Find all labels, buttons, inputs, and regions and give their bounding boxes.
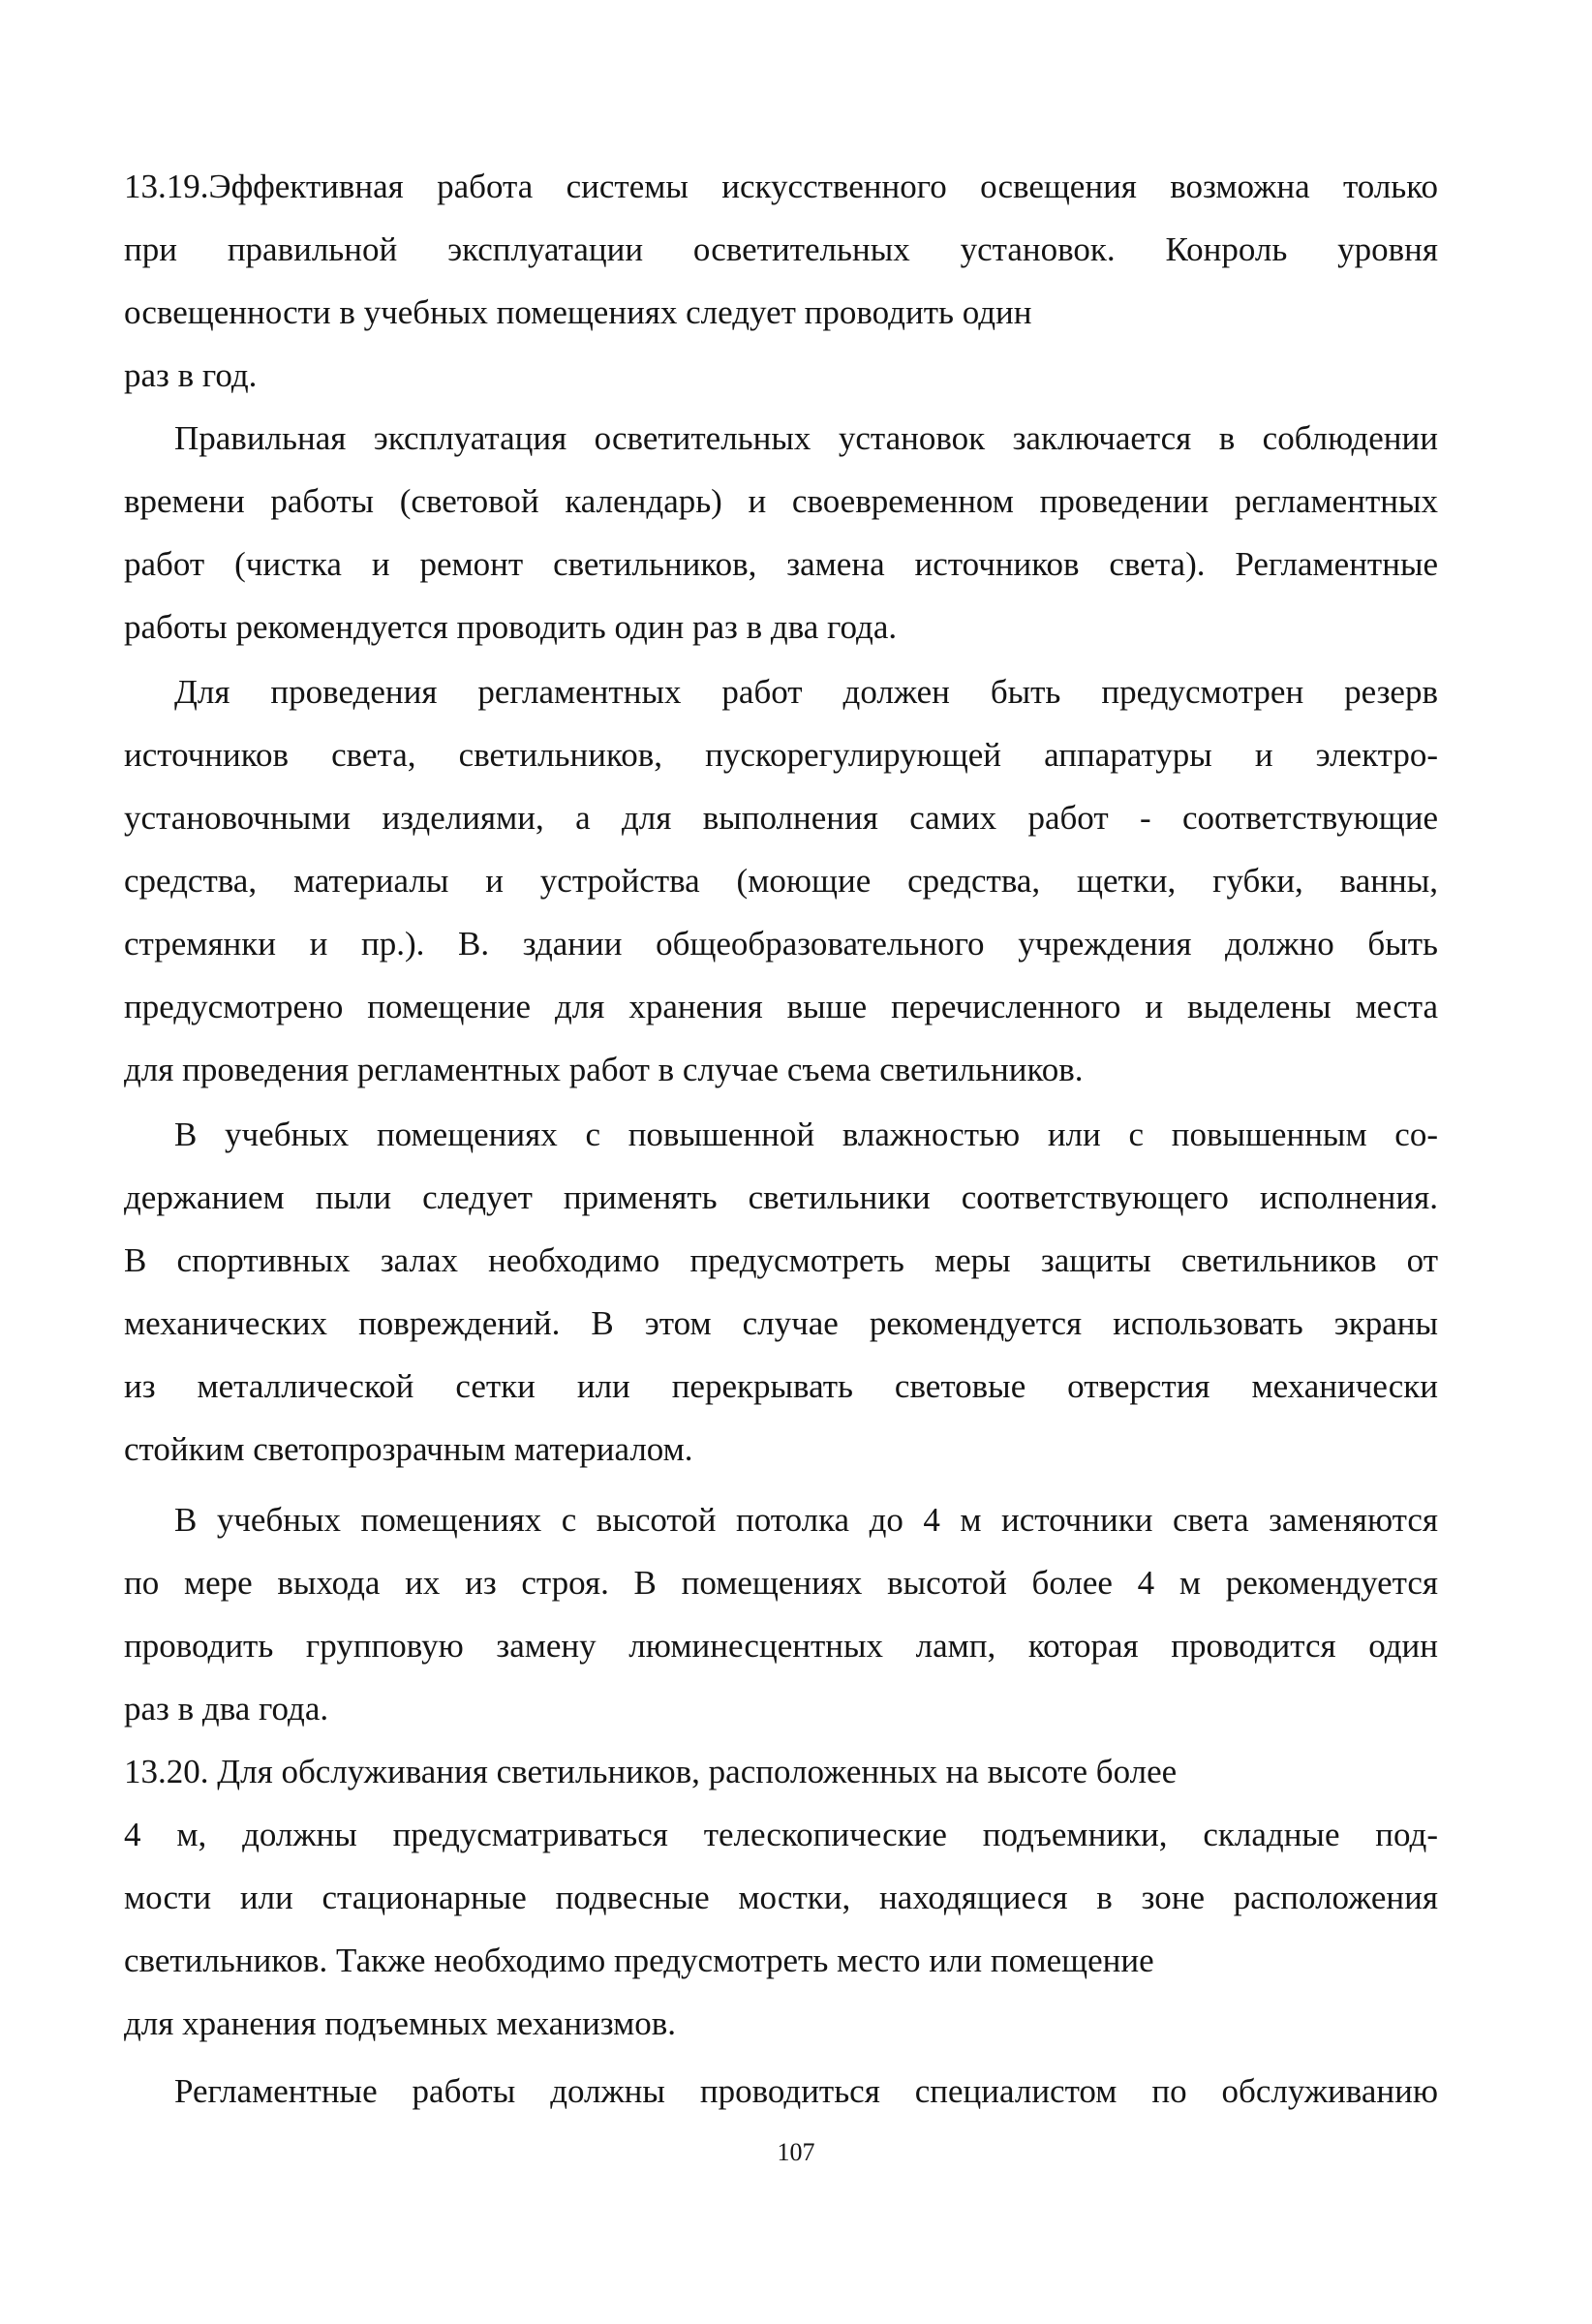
text-line: раз в год. bbox=[124, 356, 258, 394]
text-line: освещенности в учебных помещениях следует проводить один bbox=[124, 293, 1032, 331]
text-line: стойким светопрозрачным материалом. bbox=[124, 1430, 693, 1468]
text-line: В учебных помещениях с высотой потолка до 4 м источники света заменяются bbox=[174, 1501, 1438, 1539]
text-line: при правильной эксплуатации осветительных установок. Конроль уровня bbox=[124, 230, 1438, 268]
text-line: 13.19.Эффективная работа системы искусственного освещения возможна только bbox=[124, 168, 1438, 205]
text-line: для хранения подъемных механизмов. bbox=[124, 2004, 677, 2042]
text-line: для проведения регламентных работ в случае съема светильников. bbox=[124, 1051, 1084, 1088]
text-line: Регламентные работы должны проводиться специалистом по обслуживанию bbox=[174, 2072, 1438, 2110]
text-line: раз в два года. bbox=[124, 1690, 329, 1728]
text-line: Правильная эксплуатация осветительных установок заключается в соблюдении bbox=[174, 419, 1438, 457]
text-line: стремянки и пр.). В. здании общеобразовательного учреждения должно быть bbox=[124, 925, 1438, 963]
text-line: светильников. Также необходимо предусмотреть место или помещение bbox=[124, 1942, 1154, 1979]
text-line: средства, материалы и устройства (моющие средства, щетки, губки, ванны, bbox=[124, 862, 1438, 900]
text-line: 4 м, должны предусматриваться телескопические подъемники, складные под- bbox=[124, 1816, 1438, 1853]
text-line: 13.20. Для обслуживания светильников, расположенных на высоте более bbox=[124, 1753, 1178, 1790]
page-number: 107 bbox=[777, 2138, 815, 2166]
text-line: источников света, светильников, пускорегулирующей аппаратуры и электро- bbox=[124, 736, 1438, 774]
text-line: Для проведения регламентных работ должен быть предусмотрен резерв bbox=[174, 673, 1438, 711]
text-line: проводить групповую замену люминесцентных ламп, которая проводится один bbox=[124, 1627, 1438, 1665]
text-line: В учебных помещениях с повышенной влажностью или с повышенным со- bbox=[174, 1116, 1438, 1153]
text-line: механических повреждений. В этом случае рекомендуется использовать экраны bbox=[124, 1304, 1438, 1342]
text-line: установочными изделиями, а для выполнения самих работ - соответствующие bbox=[124, 799, 1438, 837]
text-line: из металлической сетки или перекрывать световые отверстия механически bbox=[124, 1367, 1438, 1405]
text-line: времени работы (световой календарь) и своевременном проведении регламентных bbox=[124, 482, 1438, 520]
text-line: В спортивных залах необходимо предусмотреть меры защиты светильников от bbox=[124, 1241, 1438, 1279]
text-line: мости или стационарные подвесные мостки, находящиеся в зоне расположения bbox=[124, 1879, 1438, 1916]
text-line: по мере выхода их из строя. В помещениях высотой более 4 м рекомендуется bbox=[124, 1564, 1438, 1602]
text-line: работ (чистка и ремонт светильников, замена источников света). Регламентные bbox=[124, 545, 1438, 583]
text-line: работы рекомендуется проводить один раз в два года. bbox=[124, 608, 898, 646]
text-line: предусмотрено помещение для хранения выше перечисленного и выделены места bbox=[124, 988, 1438, 1025]
text-line: держанием пыли следует применять светильники соответствующего исполнения. bbox=[124, 1178, 1438, 1216]
